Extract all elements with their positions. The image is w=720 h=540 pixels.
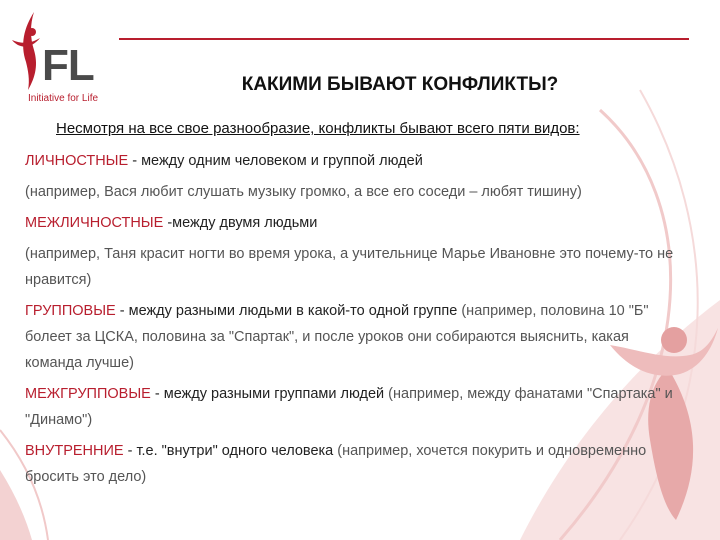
term-label: МЕЖЛИЧНОСТНЫЕ bbox=[25, 215, 164, 231]
intro-text: Несмотря на все свое разнообразие, конфликты бывают всего пяти видов: bbox=[56, 120, 580, 137]
conflict-types-list bbox=[25, 148, 690, 495]
list-item-group bbox=[25, 298, 690, 376]
term-example: (например, между фанатами "Спартака" и "Динамо") bbox=[25, 386, 673, 428]
example-personal: (например, Вася любит слушать музыку громко, а все его соседи – любят тишину) bbox=[25, 184, 582, 200]
logo bbox=[8, 10, 118, 102]
list-item-personal bbox=[25, 148, 690, 174]
logo-wordmark: FL bbox=[42, 41, 94, 90]
slide-title: КАКИМИ БЫВАЮТ КОНФЛИКТЫ? bbox=[241, 74, 559, 95]
term-definition: - т.е. "внутри" одного человека bbox=[123, 443, 334, 459]
list-item-internal bbox=[25, 438, 690, 490]
list-item-intergroup bbox=[25, 381, 690, 433]
term-label: ГРУППОВЫЕ bbox=[25, 303, 116, 319]
term-label: МЕЖГРУППОВЫЕ bbox=[25, 386, 151, 402]
term-label: ВНУТРЕННИЕ bbox=[25, 443, 124, 459]
term-label: ЛИЧНОСТНЫЕ bbox=[25, 153, 129, 169]
logo-tagline: Initiative for Life bbox=[28, 93, 99, 104]
term-definition: - между разными группами людей bbox=[150, 386, 385, 402]
term-example: (например, половина 10 "Б" болеет за ЦСКА, половина за "Спартак", и после уроков они собираются выяснить, какая команда лучше) bbox=[25, 303, 649, 371]
example-interpersonal: (например, Таня красит ногти во время урока, а учительнице Марье Ивановне это почему-то не нравится) bbox=[25, 246, 674, 288]
term-example: (например, хочется покурить и одновременно бросить это дело) bbox=[25, 443, 647, 485]
header-divider bbox=[119, 38, 689, 40]
term-definition: -между двумя людьми bbox=[163, 215, 318, 231]
term-definition: - между разными людьми в какой-то одной группе bbox=[115, 303, 458, 319]
term-definition: - между одним человеком и группой людей bbox=[128, 153, 423, 169]
list-item-interpersonal bbox=[25, 210, 690, 236]
